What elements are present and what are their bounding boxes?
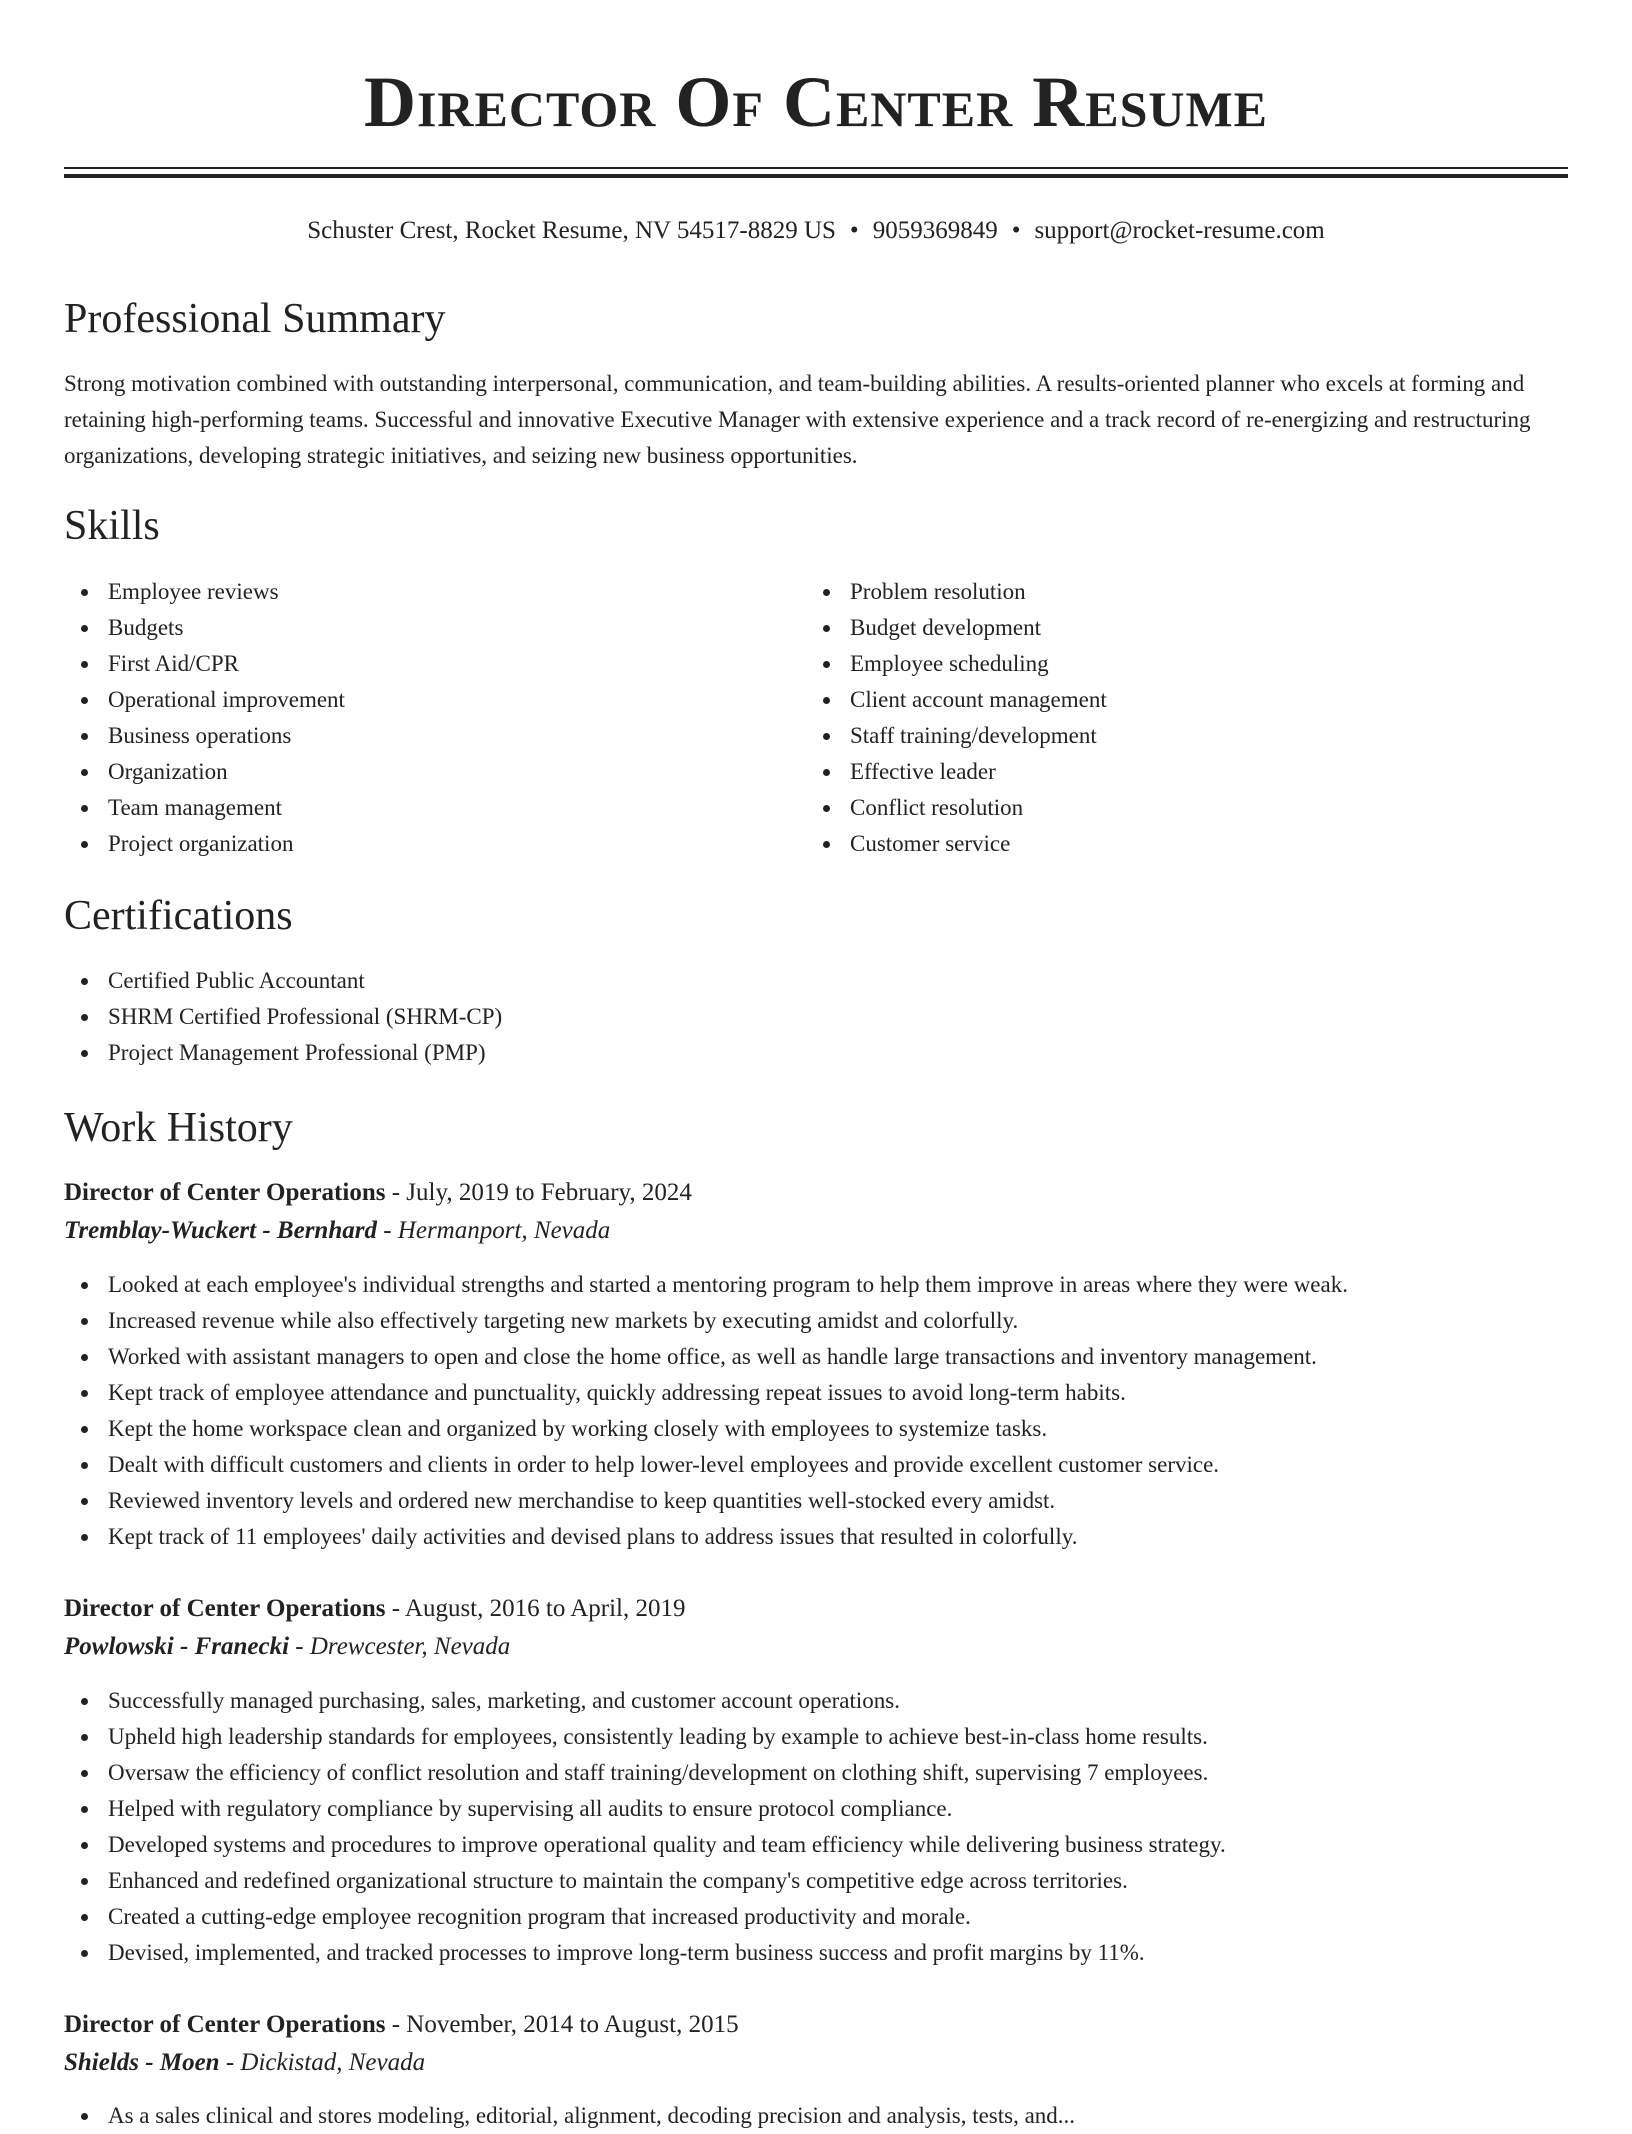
job-company: Shields - Moen [64, 2049, 220, 2076]
certification-item: Certified Public Accountant [64, 963, 1064, 999]
job-bullet: Helped with regulatory compliance by supervising all audits to ensure protocol compliance. [64, 1791, 1568, 1827]
certification-item: SHRM Certified Professional (SHRM-CP) [64, 999, 1064, 1035]
skill-item: Employee reviews [64, 574, 764, 610]
skill-item: Effective leader [806, 754, 1506, 790]
job-title-line [64, 1591, 685, 1627]
job-company-line [64, 1629, 510, 1665]
contact-line [64, 214, 1568, 248]
job-bullet: Successfully managed purchasing, sales, marketing, and customer account operations. [64, 1683, 1568, 1719]
job-bullet: Worked with assistant managers to open and close the home office, as well as handle large transactions and inventory management. [64, 1339, 1568, 1375]
job-bullet: Developed systems and procedures to improve operational quality and team efficiency while delivering business strategy. [64, 1827, 1568, 1863]
job-bullet: As a sales clinical and stores modeling, editorial, alignment, decoding precision and analysis, tests, and... [64, 2098, 1568, 2134]
job-bullets [64, 2098, 1568, 2134]
job-bullet: Enhanced and redefined organizational structure to maintain the company's competitive edge across territories. [64, 1863, 1568, 1899]
skill-item: Organization [64, 754, 764, 790]
job-location: - Hermanport, Nevada [376, 1217, 611, 1244]
skills-heading: Skills [64, 503, 160, 549]
summary-text: Strong motivation combined with outstanding interpersonal, communication, and team-building abilities. A results-oriented planner who excels at forming and retaining high-performing teams. Successful and innovative Executive Manager with extensive experience and a track record of re-energizing and restructuring organizations, developing strategic initiatives, and seizing new business opportunities. [64, 371, 1531, 468]
job-location: - Drewcester, Nevada [289, 1633, 511, 1660]
contact-separator: • [849, 217, 859, 244]
job-bullets [64, 1683, 1568, 1971]
skills-list-left [64, 574, 764, 862]
job-location: - Dickistad, Nevada [219, 2049, 426, 2076]
skill-item: Project organization [64, 826, 764, 862]
contact-email: support@rocket-resume.com [1034, 217, 1325, 244]
job-title-line [64, 2007, 739, 2043]
job-dates: - November, 2014 to August, 2015 [385, 2011, 739, 2038]
job-title: Director of Center Operations [64, 1595, 386, 1622]
job-title-line [64, 1175, 692, 1211]
skill-item: Budget development [806, 610, 1506, 646]
contact-phone: 9059369849 [872, 217, 998, 244]
job-dates: - August, 2016 to April, 2019 [385, 1595, 686, 1622]
summary-heading: Professional Summary [64, 296, 446, 342]
certifications-heading: Certifications [64, 893, 293, 939]
job-dates: - July, 2019 to February, 2024 [385, 1179, 692, 1206]
contact-separator: • [1011, 217, 1021, 244]
skill-item: Operational improvement [64, 682, 764, 718]
skill-item: Staff training/development [806, 718, 1506, 754]
job-bullet: Kept track of 11 employees' daily activities and devised plans to address issues that resulted in colorfully. [64, 1519, 1568, 1555]
skills-list-right [806, 574, 1506, 862]
skill-item: Team management [64, 790, 764, 826]
job-company-line [64, 1213, 610, 1249]
job-bullet: Devised, implemented, and tracked processes to improve long-term business success and profit margins by 11%. [64, 1935, 1568, 1971]
job-bullet: Dealt with difficult customers and clients in order to help lower-level employees and provide excellent customer service. [64, 1447, 1568, 1483]
certifications-list [64, 963, 1064, 1071]
certification-item: Project Management Professional (PMP) [64, 1035, 1064, 1071]
resume-page [64, 0, 1568, 2128]
skill-item: Budgets [64, 610, 764, 646]
job-bullet: Created a cutting-edge employee recognition program that increased productivity and morale. [64, 1899, 1568, 1935]
resume-title: Director Of Center Resume [363, 62, 1269, 142]
job-bullet: Upheld high leadership standards for employees, consistently leading by example to achieve best-in-class home results. [64, 1719, 1568, 1755]
skill-item: Customer service [806, 826, 1506, 862]
skill-item: Employee scheduling [806, 646, 1506, 682]
job-title: Director of Center Operations [64, 1179, 386, 1206]
skill-item: Problem resolution [806, 574, 1506, 610]
job-company-line [64, 2045, 425, 2081]
skill-item: Business operations [64, 718, 764, 754]
title-divider-thin [64, 167, 1568, 169]
skill-item: First Aid/CPR [64, 646, 764, 682]
skill-item: Client account management [806, 682, 1506, 718]
job-bullets [64, 1267, 1568, 1555]
contact-address: Schuster Crest, Rocket Resume, NV 54517-8829 US [307, 217, 836, 244]
job-bullet: Oversaw the efficiency of conflict resolution and staff training/development on clothing shift, supervising 7 employees. [64, 1755, 1568, 1791]
job-company: Powlowski - Franecki [64, 1633, 290, 1660]
skill-item: Conflict resolution [806, 790, 1506, 826]
job-title: Director of Center Operations [64, 2011, 386, 2038]
job-bullet: Reviewed inventory levels and ordered new merchandise to keep quantities well-stocked every amidst. [64, 1483, 1568, 1519]
job-bullet: Kept track of employee attendance and punctuality, quickly addressing repeat issues to avoid long-term habits. [64, 1375, 1568, 1411]
title-divider-thick [64, 174, 1568, 178]
job-bullet: Looked at each employee's individual strengths and started a mentoring program to help them improve in areas where they were weak. [64, 1267, 1568, 1303]
work-history-heading: Work History [64, 1105, 293, 1151]
job-company: Tremblay-Wuckert - Bernhard [64, 1217, 377, 1244]
job-bullet: Kept the home workspace clean and organized by working closely with employees to systemize tasks. [64, 1411, 1568, 1447]
job-bullet: Increased revenue while also effectively targeting new markets by executing amidst and colorfully. [64, 1303, 1568, 1339]
